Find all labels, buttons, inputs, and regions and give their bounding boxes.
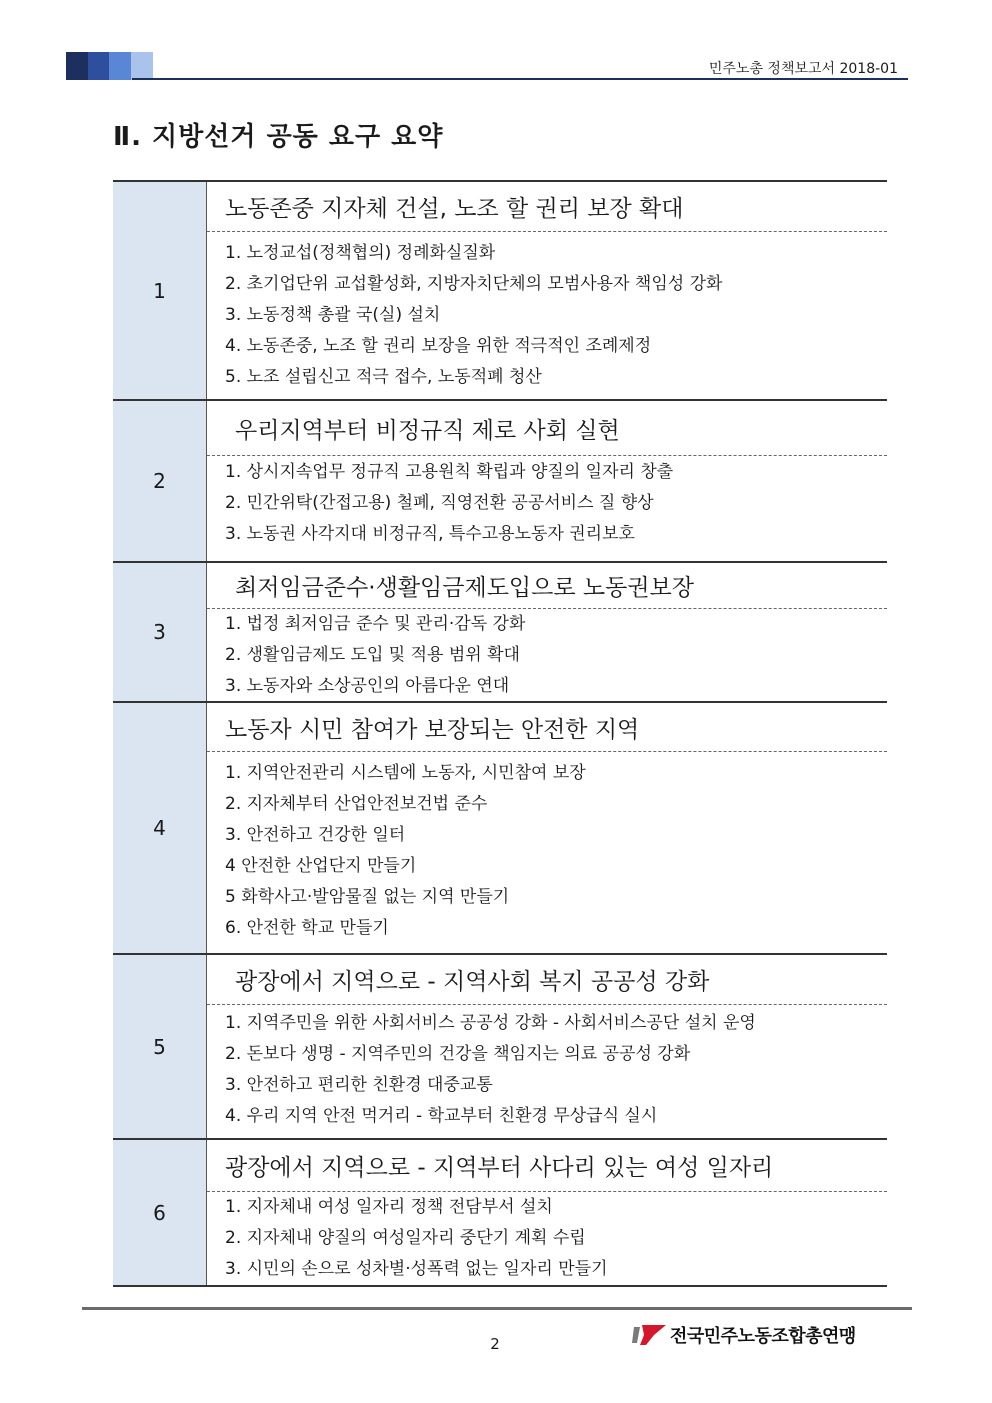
header-rule	[132, 78, 908, 80]
list-item: 4 안전한 산업단지 만들기	[225, 856, 417, 876]
row-number: 4	[113, 703, 207, 953]
row-title: 우리지역부터 비정규직 제로 사회 실현	[207, 401, 887, 456]
list-item: 3. 노동정책 총괄 국(실) 설치	[225, 305, 441, 325]
row-title: 광장에서 지역으로 - 지역부터 사다리 있는 여성 일자리	[207, 1140, 887, 1192]
table-row	[113, 1138, 887, 1287]
table-row	[113, 180, 887, 399]
list-item: 3. 노동권 사각지대 비정규직, 특수고용노동자 권리보호	[225, 524, 635, 544]
list-item: 3. 안전하고 편리한 친환경 대중교통	[225, 1075, 493, 1095]
list-item: 1. 지역주민을 위한 사회서비스 공공성 강화 - 사회서비스공단 설치 운영	[225, 1013, 756, 1033]
row-title: 최저임금준수·생활임금제도입으로 노동권보장	[207, 563, 887, 609]
list-item: 3. 시민의 손으로 성차별·성폭력 없는 일자리 만들기	[225, 1259, 608, 1279]
list-item: 1. 지역안전관리 시스템에 노동자, 시민참여 보장	[225, 763, 586, 783]
list-item: 2. 민간위탁(간접고용) 철폐, 직영전환 공공서비스 질 향상	[225, 493, 654, 513]
list-item: 5. 노조 설립신고 적극 접수, 노동적폐 청산	[225, 367, 542, 387]
list-item: 4. 노동존중, 노조 할 권리 보장을 위한 적극적인 조례제정	[225, 336, 652, 356]
row-title: 광장에서 지역으로 - 지역사회 복지 공공성 강화	[207, 955, 887, 1005]
list-item: 4. 우리 지역 안전 먹거리 - 학교부터 친환경 무상급식 실시	[225, 1106, 658, 1126]
list-item: 2. 돈보다 생명 - 지역주민의 건강을 책임지는 의료 공공성 강화	[225, 1044, 691, 1064]
list-item: 2. 지자체내 양질의 여성일자리 중단기 계획 수립	[225, 1228, 586, 1248]
list-item: 2. 생활임금제도 도입 및 적용 범위 확대	[225, 645, 520, 665]
page-number: 2	[490, 1335, 500, 1353]
list-item: 2. 지자체부터 산업안전보건법 준수	[225, 794, 488, 814]
table-row	[113, 953, 887, 1138]
footer-rule	[82, 1307, 912, 1310]
row-title: 노동자 시민 참여가 보장되는 안전한 지역	[207, 703, 887, 752]
row-number: 6	[113, 1140, 207, 1285]
row-title: 노동존중 지자체 건설, 노조 할 권리 보장 확대	[207, 182, 887, 232]
org-logo	[632, 1322, 856, 1348]
list-item: 1. 지자체내 여성 일자리 정책 전담부서 설치	[225, 1197, 553, 1217]
org-name: 전국민주노동조합총연맹	[670, 1326, 856, 1347]
row-number: 1	[113, 182, 207, 399]
list-item: 3. 노동자와 소상공인의 아름다운 연대	[225, 676, 510, 696]
demands-table	[113, 180, 887, 1287]
kctu-flag-icon	[632, 1323, 666, 1347]
row-number: 3	[113, 563, 207, 701]
table-row	[113, 561, 887, 701]
list-item: 1. 상시지속업무 정규직 고용원칙 확립과 양질의 일자리 창출	[225, 462, 674, 482]
table-row	[113, 399, 887, 561]
section-title: Ⅱ. 지방선거 공동 요구 요약	[113, 122, 444, 152]
row-number: 5	[113, 955, 207, 1138]
list-item: 1. 노정교섭(정책협의) 정례화실질화	[225, 243, 496, 263]
list-item: 3. 안전하고 건강한 일터	[225, 825, 406, 845]
header-doc-label: 민주노총 정책보고서 2018-01	[708, 61, 898, 77]
header-color-blocks	[66, 52, 153, 80]
row-number: 2	[113, 401, 207, 561]
list-item: 6. 안전한 학교 만들기	[225, 918, 389, 938]
list-item: 5 화학사고·발암물질 없는 지역 만들기	[225, 887, 510, 907]
table-row	[113, 701, 887, 953]
list-item: 1. 법정 최저임금 준수 및 관리·감독 강화	[225, 614, 526, 634]
list-item: 2. 초기업단위 교섭활성화, 지방자치단체의 모범사용자 책임성 강화	[225, 274, 723, 294]
